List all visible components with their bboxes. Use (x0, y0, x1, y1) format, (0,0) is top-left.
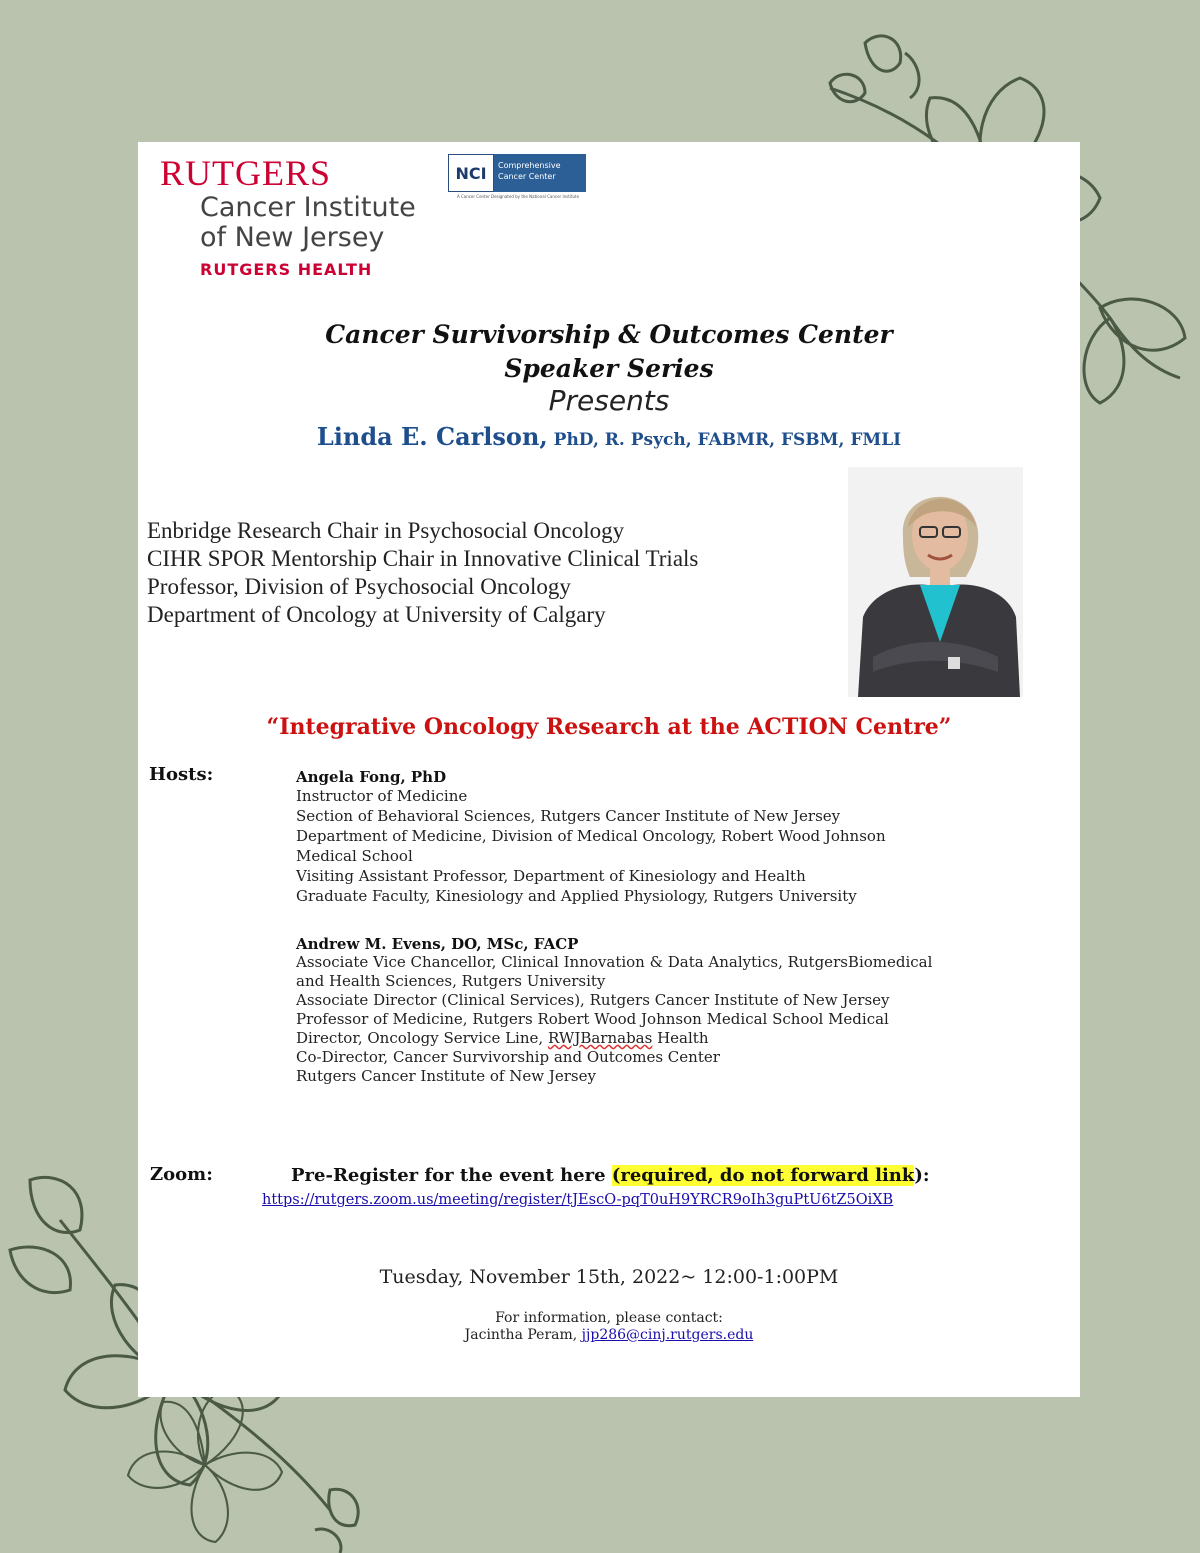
required-highlight: (required, do not forward link (611, 1165, 915, 1186)
zoom-label: Zoom: (150, 1164, 213, 1185)
contact-line (138, 1327, 1080, 1344)
flyer-page (138, 142, 1080, 1397)
nci-badge (448, 154, 586, 192)
cinj-logo-line1: Cancer Institute (200, 192, 416, 223)
series-subtitle: Speaker Series (504, 354, 714, 383)
contact-name: Jacintha Peram, (464, 1327, 582, 1343)
host-details (296, 786, 1056, 906)
contact-email-link[interactable]: jjp286@cinj.rutgers.edu (581, 1327, 754, 1343)
host-detail-line: Director, Oncology Service Line, RWJBarnabas Health (296, 1029, 709, 1047)
host-detail-line: Professor of Medicine, Rutgers Robert Wood Johnson Medical School Medical (296, 1010, 889, 1028)
host-detail-line: Instructor of Medicine (296, 787, 468, 805)
speaker-photo (848, 467, 1023, 697)
host-details (296, 953, 1066, 1086)
speaker-role: Department of Oncology at University of Calgary (147, 602, 606, 627)
host-name: Angela Fong, PhD (296, 768, 447, 786)
nci-description: Comprehensive Cancer Center (494, 154, 586, 192)
speaker-heading (138, 422, 1080, 451)
host-detail-line: and Health Sciences, Rutgers University (296, 972, 606, 990)
host-detail-line: Graduate Faculty, Kinesiology and Applied Physiology, Rutgers University (296, 887, 857, 905)
nci-subtext: A Cancer Center Designated by the National Cancer Institute (456, 194, 580, 199)
contact-intro: For information, please contact: (495, 1310, 723, 1326)
speaker-credentials: PhD, R. Psych, FABMR, FSBM, FMLI (547, 430, 902, 450)
host-detail-line: Visiting Assistant Professor, Department of Kinesiology and Health (296, 867, 806, 885)
host-detail-line: Co-Director, Cancer Survivorship and Outcomes Center (296, 1048, 720, 1066)
rutgers-health-label: RUTGERS HEALTH (200, 260, 373, 279)
host-detail-line: Medical School (296, 847, 413, 865)
register-instruction: Pre-Register for the event here (required, do not forward link): (291, 1165, 930, 1186)
hosts-label: Hosts: (149, 764, 214, 785)
speaker-roles (147, 517, 698, 629)
rutgers-logo-wordmark: RUTGERS (160, 153, 332, 193)
talk-title: “Integrative Oncology Research at the ACTION Centre” (266, 714, 952, 740)
speaker-role: Enbridge Research Chair in Psychosocial Oncology (147, 518, 625, 543)
zoom-registration-link[interactable]: https://rutgers.zoom.us/meeting/register/tJEscO-pqT0uH9YRCR9oIh3guPtU6tZ5OiXB (262, 1192, 894, 1208)
host-detail-line: Rutgers Cancer Institute of New Jersey (296, 1067, 596, 1085)
spellcheck-underlined-word: RWJBarnabas (547, 1029, 653, 1047)
presents-label: Presents (548, 384, 670, 417)
host-name: Andrew M. Evens, DO, MSc, FACP (296, 935, 579, 953)
series-title: Cancer Survivorship & Outcomes Center (325, 320, 893, 349)
speaker-name: Linda E. Carlson, (316, 422, 548, 451)
speaker-role: Professor, Division of Psychosocial Oncology (147, 574, 571, 599)
host-detail-line: Associate Director (Clinical Services), Rutgers Cancer Institute of New Jersey (296, 991, 890, 1009)
nci-label: NCI (448, 154, 494, 192)
host-detail-line: Associate Vice Chancellor, Clinical Innovation & Data Analytics, RutgersBiomedical (296, 953, 933, 971)
contact-info (138, 1310, 1080, 1344)
event-date: Tuesday, November 15th, 2022~ 12:00-1:00PM (379, 1266, 839, 1288)
host-detail-line: Department of Medicine, Division of Medical Oncology, Robert Wood Johnson (296, 827, 886, 845)
speaker-role: CIHR SPOR Mentorship Chair in Innovative Clinical Trials (147, 546, 699, 571)
host-block-1 (296, 768, 1056, 906)
host-block-2 (296, 935, 1066, 1086)
cinj-logo-line2: of New Jersey (200, 222, 385, 253)
host-detail-line: Section of Behavioral Sciences, Rutgers Cancer Institute of New Jersey (296, 807, 841, 825)
